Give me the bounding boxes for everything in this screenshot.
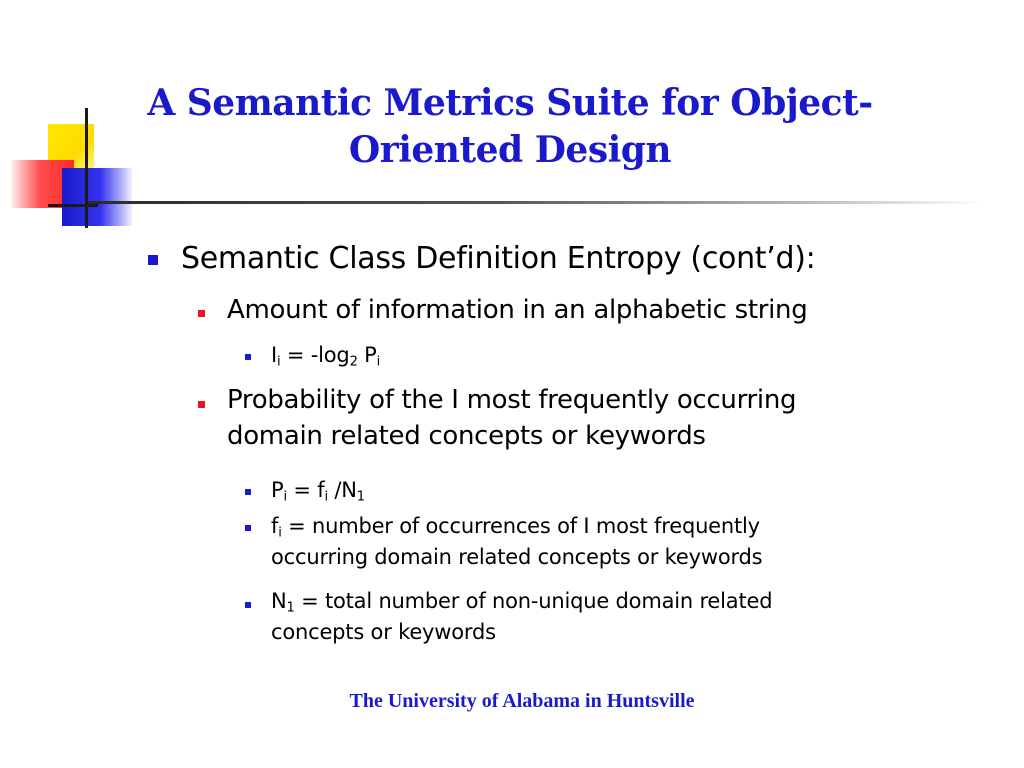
- subscript: 1: [356, 489, 365, 505]
- bullet-level1-text: Semantic Class Definition Entropy (cont’d):: [181, 241, 816, 276]
- formula-text: = -log: [280, 343, 350, 367]
- text-line: [271, 511, 762, 542]
- formula-symbol-p: P: [271, 478, 284, 502]
- bullet-square-icon: [245, 354, 251, 360]
- formula-text: P: [357, 343, 377, 367]
- bullet-level2-text: Amount of information in an alphabetic string: [227, 295, 808, 325]
- subscript: i: [278, 525, 282, 541]
- bullet-square-icon: [245, 489, 251, 495]
- formula-text: = number of occurrences of I most frequently: [281, 514, 760, 538]
- bullet-square-icon: [198, 401, 205, 408]
- text-line: domain related concepts or keywords: [227, 421, 706, 451]
- formula-probability: [271, 475, 365, 506]
- definition-fi: [271, 511, 762, 573]
- subscript: i: [277, 354, 281, 370]
- text-line: [271, 586, 772, 617]
- bullet-square-icon: [148, 255, 158, 265]
- text-line: Probability of the I most frequently occurring: [227, 385, 797, 415]
- subscript: i: [324, 489, 328, 505]
- title-line-2: Oriented Design: [348, 129, 672, 171]
- formula-text: /N: [327, 478, 357, 502]
- text-line: concepts or keywords: [271, 620, 496, 644]
- formula-symbol-n: N: [271, 589, 287, 613]
- definition-n1: [271, 586, 772, 648]
- formula-symbol-i: I: [271, 343, 277, 367]
- bullet-square-icon: [198, 310, 205, 317]
- subscript: i: [376, 354, 381, 370]
- subscript: 1: [286, 600, 295, 616]
- bullet-square-icon: [245, 525, 251, 531]
- bullet-level2-text: [227, 382, 796, 454]
- bullet-square-icon: [245, 602, 251, 608]
- formula-information: [271, 340, 380, 371]
- formula-symbol-f: f: [271, 514, 279, 538]
- subscript: i: [283, 489, 287, 505]
- formula-text: = f: [286, 478, 325, 502]
- footer-text: The University of Alabama in Huntsville: [349, 690, 695, 712]
- text-line: occurring domain related concepts or keywords: [271, 545, 763, 569]
- formula-text: = total number of non-unique domain related: [294, 589, 773, 613]
- title-line-1: A Semantic Metrics Suite for Object-: [147, 82, 873, 124]
- subscript: 2: [349, 354, 358, 370]
